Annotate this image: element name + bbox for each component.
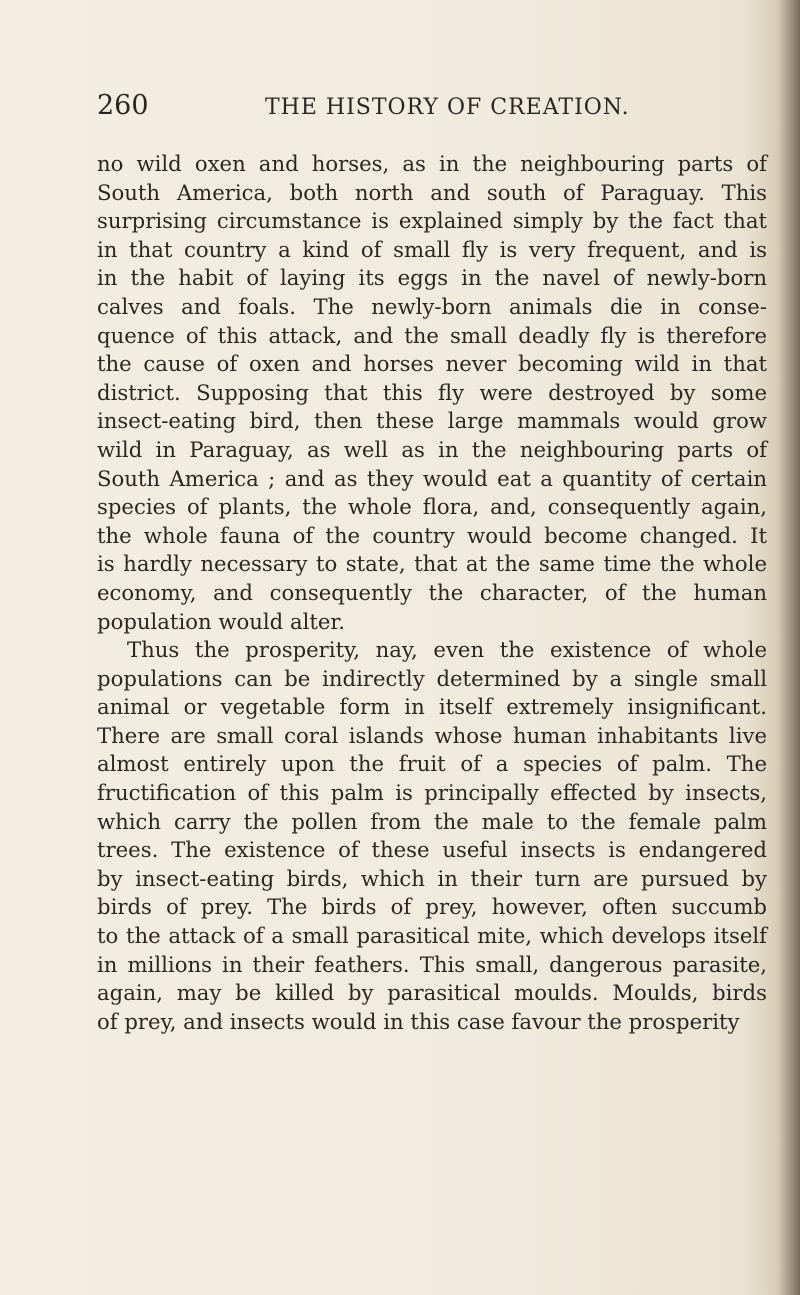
text-line: insect-eating bird, then these large mammals would grow <box>97 408 767 434</box>
text-line: surprising circumstance is explained simply by the fact that <box>97 208 767 234</box>
text-line: quence of this attack, and the small deadly fly is therefore <box>97 322 767 348</box>
text-line: in the habit of laying its eggs in the navel of newly-born <box>97 265 767 291</box>
text-line: trees. The existence of these useful insects is endangered <box>97 837 767 863</box>
text-line: There are small coral islands whose human inhabitants live <box>97 722 767 748</box>
text-line: no wild oxen and horses, as in the neighbouring parts of <box>97 151 767 176</box>
page-binding-shadow <box>778 0 800 1295</box>
text-line: South America, both north and south of Paraguay. This <box>97 179 767 205</box>
text-line: fructification of this palm is principally effected by insects, <box>97 780 767 806</box>
text-line: district. Supposing that this fly were destroyed by some <box>97 379 767 405</box>
text-line: species of plants, the whole flora, and, consequently again, <box>97 494 767 520</box>
text-line: which carry the pollen from the male to the female palm <box>97 808 767 834</box>
text-line: animal or vegetable form in itself extremely insignificant. <box>97 694 767 720</box>
text-line: almost entirely upon the fruit of a species of palm. The <box>97 751 767 777</box>
page-number: 260 <box>97 90 149 121</box>
text-line: the whole fauna of the country would become changed. It <box>97 522 767 548</box>
text-line: to the attack of a small parasitical mite, which develops itself <box>97 923 767 949</box>
page-header <box>97 90 737 130</box>
text-line: is hardly necessary to state, that at the same time the whole <box>97 551 767 577</box>
text-line: calves and foals. The newly-born animals die in conse- <box>97 293 767 319</box>
text-line: the cause of oxen and horses never becoming wild in that <box>97 351 767 377</box>
text-line: birds of prey. The birds of prey, however, often succumb <box>97 894 767 920</box>
text-line: again, may be killed by parasitical moulds. Moulds, birds <box>97 980 767 1006</box>
text-line: South America ; and as they would eat a quantity of certain <box>97 465 767 491</box>
body-text <box>97 150 767 1036</box>
text-line: populations can be indirectly determined by a single small <box>97 665 767 691</box>
running-head: THE HISTORY OF CREATION. <box>265 95 630 120</box>
text-line: wild in Paraguay, as well as in the neighbouring parts of <box>97 436 767 462</box>
text-line: in that country a kind of small fly is very frequent, and is <box>97 236 767 262</box>
text-line: population would alter. <box>97 608 345 634</box>
text-line: in millions in their feathers. This small, dangerous parasite, <box>97 951 767 977</box>
text-line: by insect-eating birds, which in their turn are pursued by <box>97 865 767 891</box>
text-line: of prey, and insects would in this case favour the prosperity <box>97 1008 740 1034</box>
text-line: economy, and consequently the character, of the human <box>97 579 767 605</box>
text-line: Thus the prosperity, nay, even the existence of whole <box>127 637 767 663</box>
